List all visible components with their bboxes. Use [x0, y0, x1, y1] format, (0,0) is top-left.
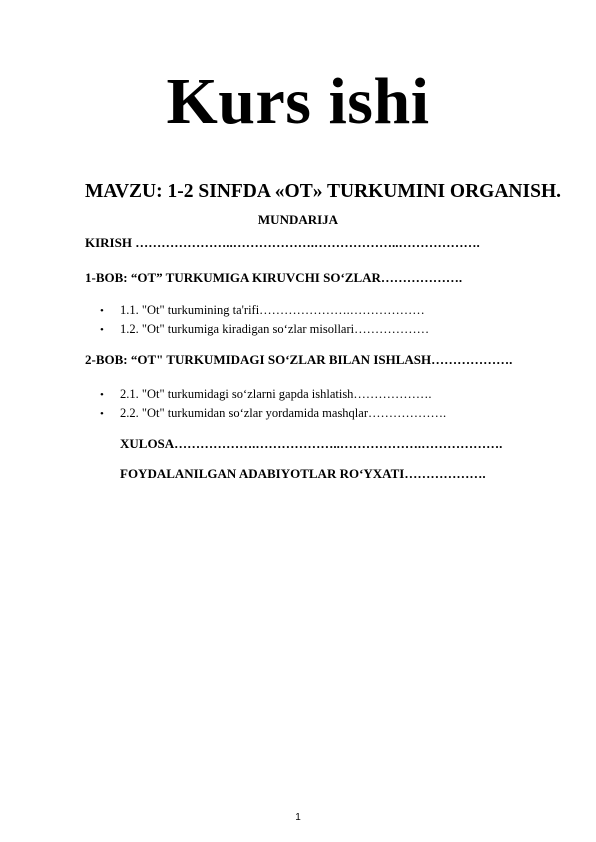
document-title: Kurs ishi	[166, 65, 430, 138]
toc-entry-references: FOYDALANILGAN ADABIYOTLAR RO‘YXATI……………….	[120, 466, 486, 481]
topic-heading: MAVZU: 1-2 SINFDA «OT» TURKUMINI ORGANISH.	[85, 181, 561, 202]
toc-subentry-2-2	[100, 405, 446, 422]
bullet-icon: •	[100, 305, 104, 317]
page-number: 1	[295, 812, 301, 823]
toc-entry-chapter2: 2-BOB: “OT" TURKUMIDAGI SO‘ZLAR BILAN ISHLASH……………….	[85, 352, 513, 367]
toc-entry-chapter1: 1-BOB: “OT” TURKUMIGA KIRUVCHI SO‘ZLAR……………….	[85, 270, 463, 285]
toc-subentry-label: 2.1. "Ot" turkumidagi so‘zlarni gapda ishlatish……………….	[120, 387, 432, 401]
toc-subentry-1-2	[100, 321, 429, 338]
bullet-icon: •	[100, 408, 104, 420]
toc-subentry-label: 1.1. "Ot" turkumining ta'rifi………………….………………	[120, 303, 425, 317]
toc-entry-intro: KIRISH …………………..……………….………………..……………….	[85, 235, 480, 250]
toc-subentry-label: 2.2. "Ot" turkumidan so‘zlar yordamida mashqlar……………….	[120, 406, 447, 420]
contents-heading: MUNDARIJA	[257, 212, 339, 227]
toc-entry-conclusion: XULOSA……………….………………..……………….……………….	[120, 436, 503, 451]
toc-subentry-label: 1.2. "Ot" turkumiga kiradigan so‘zlar misollari………………	[120, 322, 430, 336]
bullet-icon: •	[100, 389, 104, 401]
toc-subentry-2-1	[100, 386, 432, 403]
bullet-icon: •	[100, 324, 104, 336]
toc-subentry-1-1	[100, 302, 425, 319]
